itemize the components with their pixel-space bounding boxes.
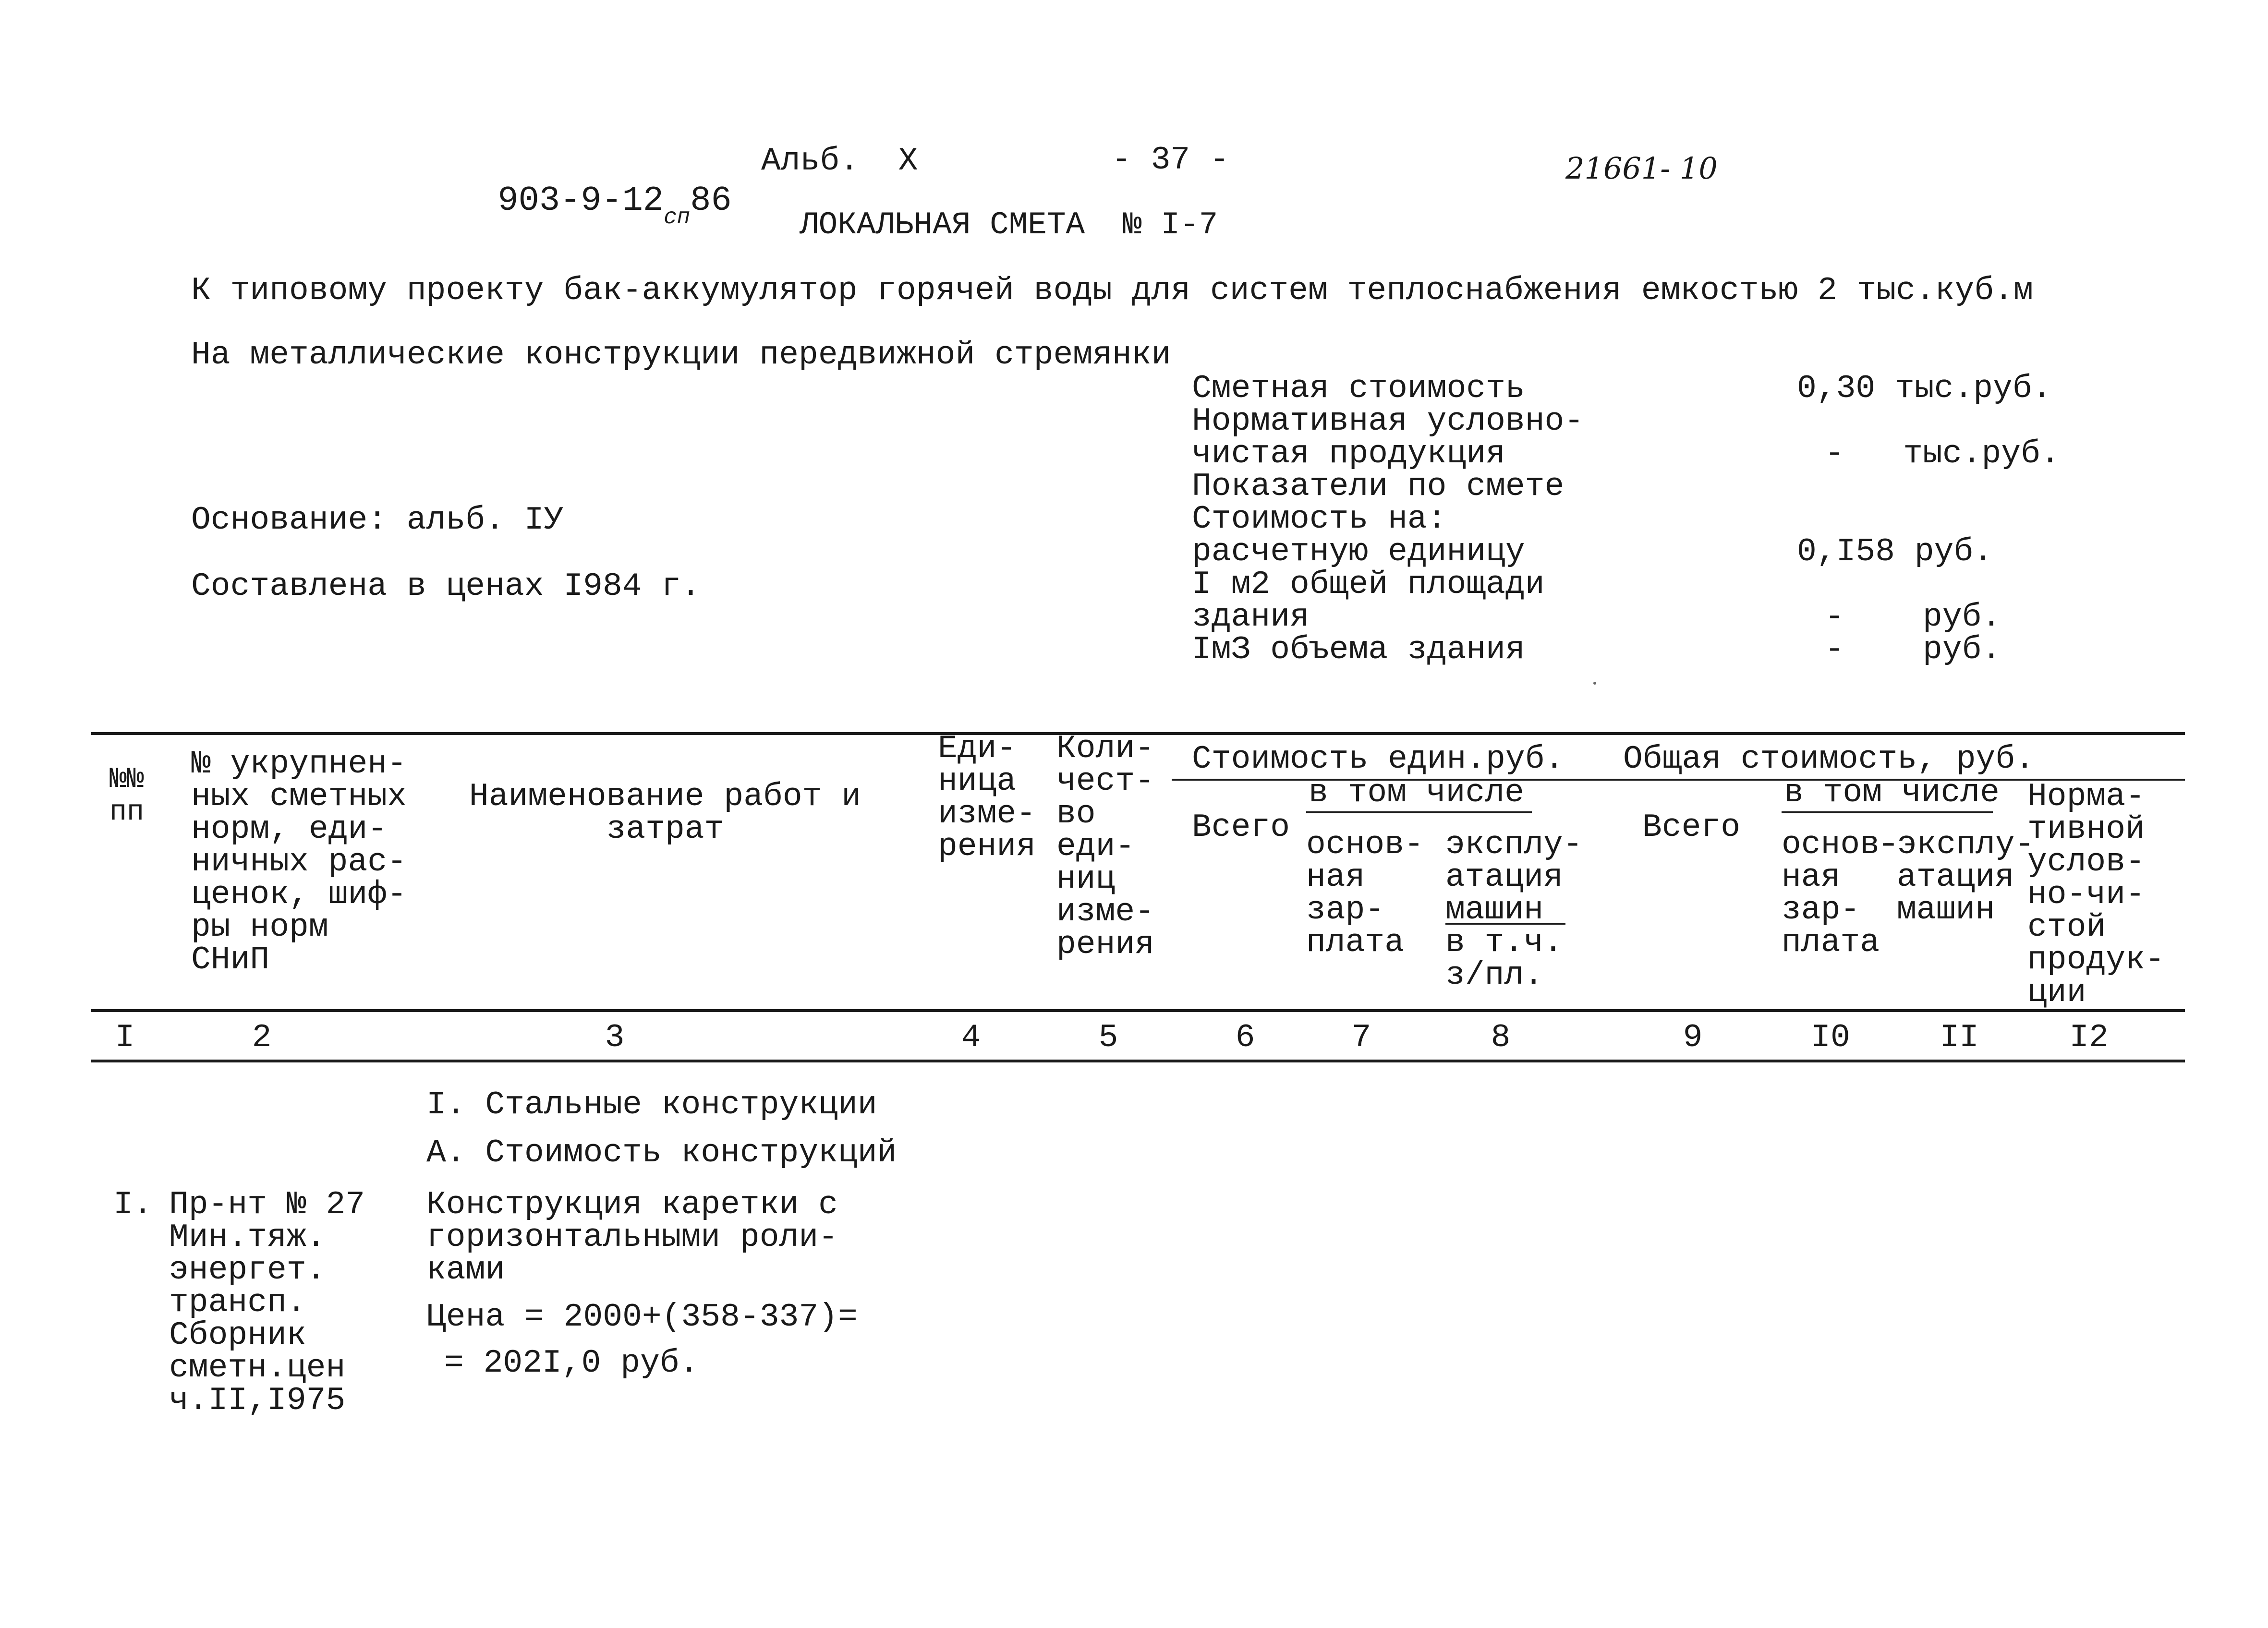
- page-number: - 37 -: [1112, 142, 1229, 179]
- col5-line-6: изме-: [1056, 893, 1155, 930]
- col5-line-1: Коли-: [1056, 730, 1155, 767]
- item-ref-line-7: ч.II,I975: [169, 1382, 346, 1419]
- col2-header: [191, 748, 407, 977]
- cost-per-label: Стоимость на:: [1192, 501, 1447, 538]
- col4-header: [938, 730, 1036, 865]
- table-header-bottom-rule: [91, 1009, 2185, 1012]
- col7-line-3: зар-: [1306, 892, 1385, 929]
- col2-line-2: ных сметных: [191, 778, 407, 815]
- indicators-label: Показатели по смете: [1192, 468, 1565, 505]
- col2-line-3: норм, еди-: [191, 811, 388, 848]
- col12-line-3: услов-: [2027, 844, 2145, 880]
- col10-line-3: зар-: [1782, 892, 1860, 929]
- col5-line-5: ниц: [1056, 861, 1116, 898]
- col2-line-7: СНиП: [191, 941, 270, 978]
- col4-line-4: рения: [938, 828, 1036, 865]
- col1-header: [109, 763, 144, 829]
- col7-line-1: основ-: [1306, 826, 1424, 863]
- col4-line-1: Еди-: [938, 730, 1017, 767]
- col1-line-2: пп: [109, 796, 145, 829]
- document-code-main: 903-9-12: [497, 181, 664, 220]
- per-m2-value: - руб.: [1825, 599, 2001, 636]
- item-name-line-3: ками: [426, 1252, 505, 1289]
- per-m3-value: - руб.: [1825, 631, 2001, 668]
- document-code-sub: сп: [664, 205, 691, 230]
- per-m2-label-2: здания: [1192, 599, 1310, 636]
- col11-line-1: -эксплу-: [1878, 826, 2035, 863]
- unit-incl-underline: [1306, 811, 1532, 813]
- col5-line-4: еди-: [1056, 828, 1135, 865]
- col6-header: Всего: [1192, 809, 1290, 846]
- item-ref-line-2: Мин.тяж.: [169, 1219, 326, 1256]
- inventory-number-handwritten: 21661- 10: [1565, 151, 1718, 186]
- price-formula: Цена = 2000+(358-337)=: [426, 1299, 858, 1336]
- col3-line-2: затрат: [606, 811, 724, 848]
- normative-value: - тыс.руб.: [1825, 435, 2060, 472]
- stray-dot: [1593, 682, 1596, 685]
- total-incl-underline: [1782, 811, 1993, 813]
- col3-line-1: Наименование работ и: [469, 778, 861, 815]
- col4-line-3: изме-: [938, 796, 1036, 832]
- col12-line-4: но-чи-: [2027, 876, 2145, 913]
- col-number-5: 5: [1098, 1019, 1118, 1056]
- col12-line-1: Норма-: [2027, 778, 2145, 815]
- col12-line-6: продук-: [2027, 941, 2165, 978]
- normative-label-1: Нормативная условно-: [1192, 403, 1584, 440]
- document-title: ЛОКАЛЬНАЯ СМЕТА № I-7: [800, 207, 1218, 243]
- per-m2-label-1: I м2 общей площади: [1192, 566, 1545, 603]
- album-label: Альб. X: [761, 143, 918, 180]
- item-ref-line-4: трансп.: [169, 1284, 306, 1321]
- per-m3-label: IмЗ объема здания: [1192, 631, 1525, 668]
- col11-line-2: атация: [1897, 859, 2014, 896]
- unit-incl-label: в том числе: [1309, 774, 1524, 811]
- column-numbers-bottom-rule: [91, 1060, 2185, 1062]
- col5-header: [1056, 730, 1155, 963]
- unit-cost-group-label: Стоимость един.руб.: [1192, 741, 1565, 778]
- col7-line-2: ная: [1306, 859, 1365, 896]
- col12-line-7: ции: [2027, 974, 2086, 1011]
- col5-line-7: рения: [1056, 926, 1155, 963]
- col7-header: [1306, 826, 1424, 961]
- col1-line-1: №№: [109, 763, 145, 796]
- col2-line-1: № укрупнен-: [191, 746, 407, 783]
- col10-line-2: ная: [1782, 859, 1841, 896]
- item-name-line-2: горизонтальными роли-: [426, 1219, 838, 1256]
- col-number-3: 3: [605, 1019, 625, 1056]
- col7-line-4: плата: [1306, 924, 1405, 961]
- col-number-9: 9: [1683, 1019, 1703, 1056]
- col2-line-4: ничных рас-: [191, 844, 407, 880]
- item-name: [426, 1186, 838, 1289]
- item-name-line-1: Конструкция каретки с: [426, 1186, 838, 1223]
- project-line: К типовому проекту бак-аккумулятор горячей воды для систем теплоснабжения емкостью 2 тыс.куб.м: [191, 272, 2033, 309]
- per-unit-value: 0,I58 руб.: [1797, 533, 1993, 570]
- col2-line-5: ценок, шиф-: [191, 876, 407, 913]
- total-cost-group-label: Общая стоимость, руб.: [1623, 741, 2035, 778]
- per-unit-label: расчетную единицу: [1192, 533, 1525, 570]
- col-number-8: 8: [1491, 1019, 1511, 1056]
- col-number-4: 4: [961, 1019, 981, 1056]
- col11-line-3: машин: [1897, 892, 1995, 929]
- col12-header: [2027, 778, 2165, 1011]
- estimated-cost-label: Сметная стоимость: [1192, 370, 1525, 407]
- item-ref-line-3: энергет.: [169, 1252, 326, 1289]
- item-ref-line-5: Сборник: [169, 1317, 306, 1354]
- summary-labels: [1192, 370, 1584, 668]
- price-result: = 202I,0 руб.: [444, 1345, 699, 1382]
- section-title: I. Стальные конструкции: [426, 1086, 877, 1123]
- item-ref-line-6: сметн.цен: [169, 1350, 346, 1387]
- col12-line-2: тивной: [2027, 811, 2145, 848]
- col3-header: [461, 778, 869, 848]
- total-incl-label: в том числе: [1784, 774, 2000, 811]
- col-number-7: 7: [1351, 1019, 1371, 1056]
- col-number-10: I0: [1811, 1019, 1850, 1056]
- item-number: I.: [113, 1186, 153, 1223]
- col2-line-6: ры норм: [191, 909, 328, 946]
- col5-line-2: чест-: [1056, 763, 1155, 800]
- basis-line: Основание: альб. IУ: [191, 502, 564, 539]
- col8-line-2: атация: [1445, 859, 1563, 896]
- col8-line-1: эксплу-: [1445, 826, 1583, 863]
- normative-label-2: чистая продукция: [1192, 435, 1505, 472]
- item-ref-line-1: Пр-нт № 27: [169, 1186, 365, 1223]
- subject-line: На металлические конструкции передвижной стремянки: [191, 337, 1171, 374]
- document-code-year: 86: [690, 181, 732, 220]
- col8-header: [1445, 826, 1583, 994]
- prices-line: Составлена в ценах I984 г.: [191, 568, 701, 605]
- col-number-11: II: [1940, 1019, 1979, 1056]
- col-number-6: 6: [1235, 1019, 1255, 1056]
- document-code: [456, 149, 732, 230]
- col11-header: [1878, 826, 2035, 929]
- col9-header: Всего: [1642, 809, 1741, 846]
- col-number-2: 2: [252, 1019, 272, 1056]
- col10-line-4: плата: [1782, 924, 1880, 961]
- col8-line-3: машин: [1445, 892, 1544, 929]
- estimated-cost-value: 0,30 тыс.руб.: [1797, 370, 2052, 407]
- col4-line-2: ница: [938, 763, 1017, 800]
- col-number-12: I2: [2069, 1019, 2109, 1056]
- col10-line-1: основ-: [1782, 826, 1899, 863]
- item-reference: [169, 1186, 365, 1419]
- col8-line-4: в т.ч.: [1445, 924, 1563, 961]
- col5-line-3: во: [1056, 796, 1096, 832]
- subsection-title: А. Стоимость конструкций: [426, 1134, 897, 1171]
- col-number-1: I: [115, 1019, 135, 1056]
- col12-line-5: стой: [2027, 909, 2106, 946]
- col8-line-5: з/пл.: [1445, 957, 1544, 994]
